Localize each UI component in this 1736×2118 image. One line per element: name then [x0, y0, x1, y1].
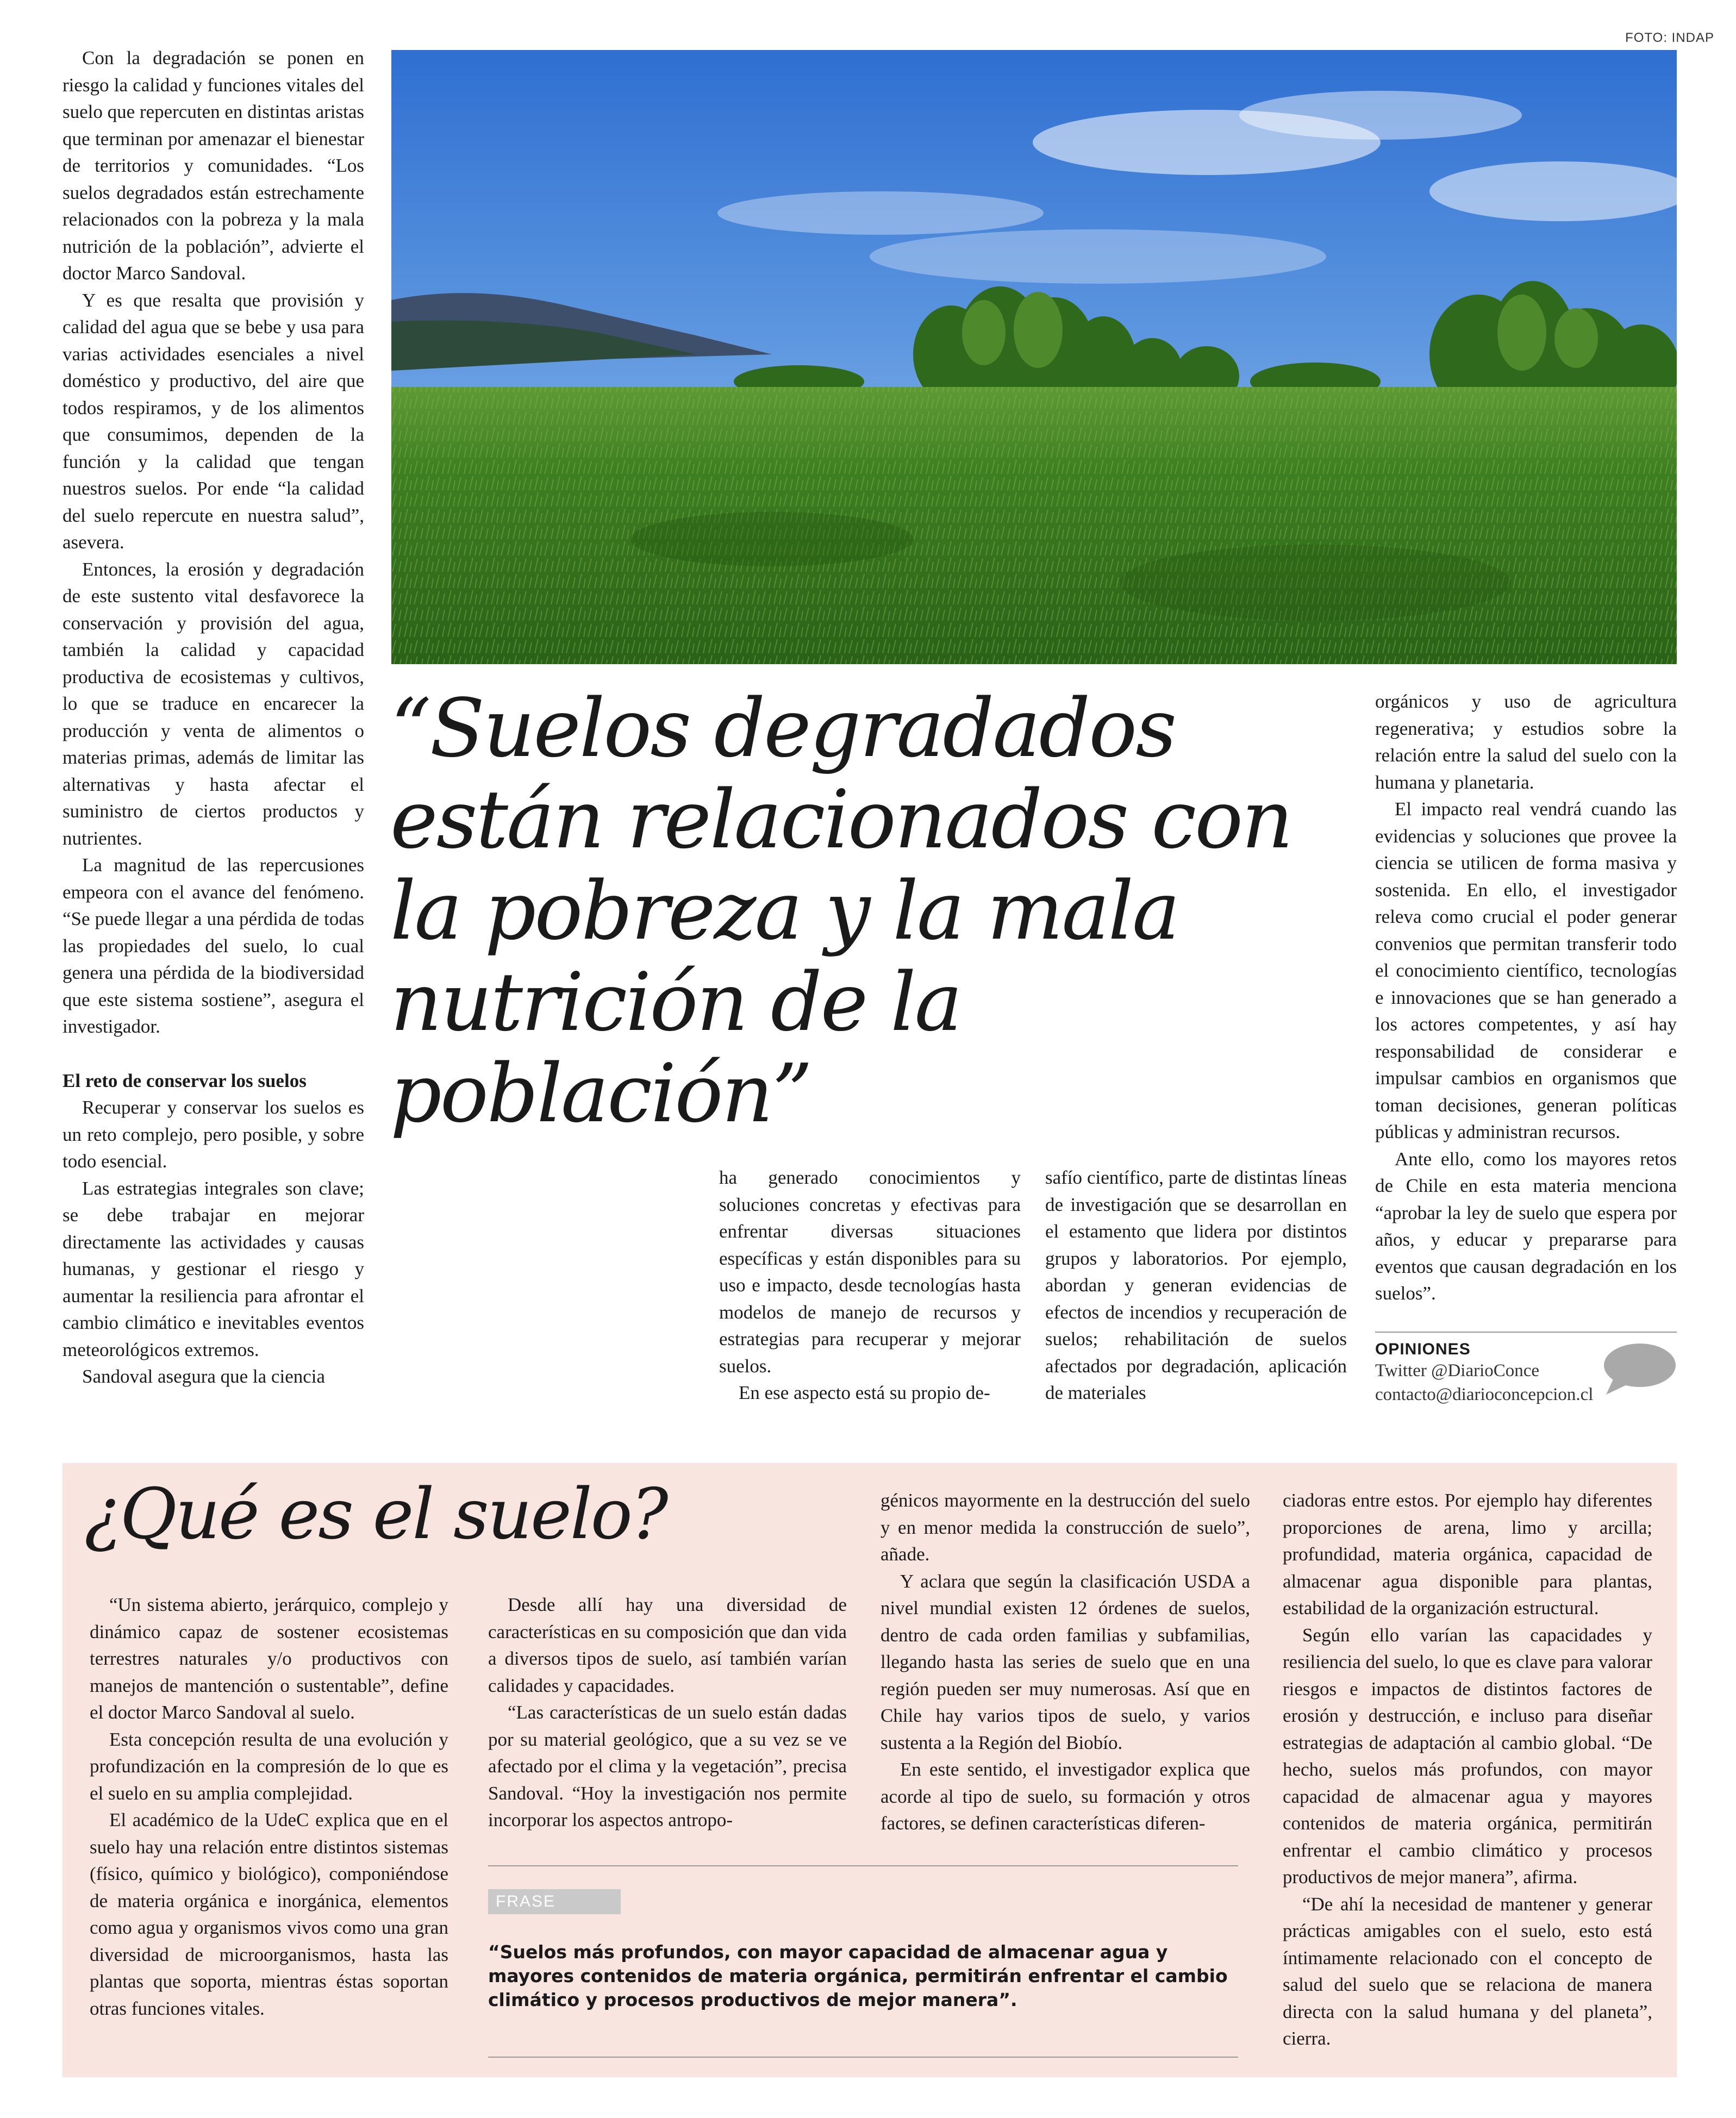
- paragraph: Esta concepción resulta de una evolución y profundización en la compresión de lo que es el suelo en su amplia complejidad.: [90, 1728, 448, 1804]
- paragraph: Según ello varían las capacidades y resiliencia del suelo, lo que es clave para valorar riesgos e impactos de distintos factores de erosión y destrucción, e incluso para diseñar estrategias de adaptación al cambio global. “De hecho, suelos más profundos, con mayor capacidad de almacenar agua y mayores contenidos de materia orgánica, permitirán enfrentar el cambio climático y procesos productivos de mejor manera”, afirma.: [1283, 1624, 1652, 1888]
- paragraph: orgánicos y uso de agricultura regenerativa; y estudios sobre la relación entre la salud del suelo con la humana y planetaria.: [1375, 691, 1677, 793]
- paragraph: Y aclara que según la clasificación USDA a nivel mundial existen 12 órdenes de suelos, dentro de cada orden familias y subfamilias, llegando hasta las series de suelo que en una región pueden ser muy numerosas. Así que en Chile hay varios tipos de suelo, y varios sustenta a la Región del Biobío.: [881, 1570, 1250, 1753]
- paragraph: ciadoras entre estos. Por ejemplo hay diferentes proporciones de arena, limo y arcilla; profundidad, materia orgánica, capacidad de almacenar agua disponible para plantas, estabilidad de la organización estructural.: [1283, 1490, 1652, 1619]
- speech-bubble-icon: [1601, 1342, 1677, 1397]
- frase-text: “Suelos más profundos, con mayor capacidad de almacenar agua y mayores contenidos de materia orgánica, permitirán enfrentar el cambio climático y procesos productivos de mejor manera”.: [488, 1941, 1228, 2010]
- twitter-handle[interactable]: Twitter @DiarioConce: [1375, 1361, 1540, 1380]
- paragraph: Ante ello, como los mayores retos de Chile en esta materia menciona “aprobar la ley de suelo que espera por años, y educar y prepararse para eventos que causan degradación en los suelos”.: [1375, 1148, 1677, 1304]
- paragraph: En este sentido, el investigador explica que acorde al tipo de suelo, su formación y otros factores, se definen características diferen-: [881, 1759, 1250, 1834]
- frase-panel: [488, 1865, 1238, 2058]
- paragraph: Recuperar y conservar los suelos es un reto complejo, pero posible, y sobre todo esencial.: [63, 1097, 364, 1172]
- section-subhead: El reto de conservar los suelos: [63, 1070, 307, 1091]
- photo-credit: FOTO: INDAP: [1625, 30, 1714, 45]
- paragraph: Las estrategias integrales son clave; se debe trabajar en mejorar directamente las actividades y causas humanas, y gestionar el riesgo y aumentar la resiliencia para afrontar el cambio climático e inevitables eventos meteorológicos extremos.: [63, 1177, 364, 1360]
- frase-label: FRASE: [488, 1889, 621, 1914]
- paragraph: génicos mayormente en la destrucción del suelo y en menor medida la construcción de suelo”, añade.: [881, 1490, 1250, 1565]
- paragraph: safío científico, parte de distintas líneas de investigación que se desarrollan en el estamento que lidera por distintos grupos y laboratorios. Por ejemplo, abordan y generan evidencias de efectos de incendios y recuperación de suelos; rehabilitación de suelos afectados por degradación, aplicación de materiales: [1045, 1167, 1347, 1403]
- paragraph: Y es que resalta que provisión y calidad del agua que se bebe y usa para varias actividades esenciales a nivel doméstico y productivo, del aire que todos respiramos, y de los alimentos que consumimos, dependen de la función y la calidad que tengan nuestros suelos. Por ende “la calidad del suelo repercute en nuestra salud”, asevera.: [63, 289, 364, 553]
- paragraph: Con la degradación se ponen en riesgo la calidad y funciones vitales del suelo que repercuten en distintas aristas que terminan por amenazar el bienestar de territorios y comunidades. “Los suelos degradados están estrechamente relacionados con la pobreza y la mala nutrición de la población”, advierte el doctor Marco Sandoval.: [63, 47, 364, 284]
- pull-quote: “Suelos degradados están relacionados con la pobreza y la mala nutrición de la población”: [390, 682, 1292, 1140]
- info-box: [63, 1463, 1677, 2077]
- box-title: ¿Qué es el suelo?: [84, 1474, 667, 1555]
- paragraph: El académico de la UdeC explica que en el suelo hay una relación entre distintos sistemas (físico, químico y biológico), componiéndose de materia orgánica e inorgánica, elementos como agua y organismos vivos como una gran diversidad de microorganismos, hasta las plantas que soporta, mientras éstas soportan otras funciones vitales.: [90, 1809, 448, 2019]
- paragraph: “Un sistema abierto, jerárquico, complejo y dinámico capaz de sostener ecosistemas terrestres naturales y/o productivos con manejos de mantención o sustentable”, define el doctor Marco Sandoval al suelo.: [90, 1594, 448, 1723]
- field-photo: [391, 50, 1677, 664]
- paragraph: Sandoval asegura que la ciencia: [82, 1366, 326, 1387]
- box-column-1: [90, 1591, 448, 2022]
- paragraph: La magnitud de las repercusiones empeora con el avance del fenómeno. “Se puede llegar a una pérdida de todas las propiedades del suelo, lo cual genera una pérdida de la biodiversidad que este sistema sostiene”, asegura el investigador.: [63, 854, 364, 1037]
- opiniones-title: OPINIONES: [1375, 1340, 1471, 1358]
- paragraph: El impacto real vendrá cuando las evidencias y soluciones que provee la ciencia se utilicen de forma masiva y sostenida. En ello, el investigador releva como crucial el poder generar convenios que permitan transferir todo el conocimiento científico, tecnologías e innovaciones que se han generado a los actores competentes, y así hay responsabilidad de considerar e impulsar cambios en organismos que toman decisiones, generan políticas públicas y administran recursos.: [1375, 798, 1677, 1142]
- box-column-3: [881, 1487, 1250, 1837]
- paragraph: En ese aspecto está su propio de-: [739, 1382, 990, 1403]
- contact-email[interactable]: contacto@diarioconcepcion.cl: [1375, 1385, 1594, 1404]
- box-column-2: [488, 1591, 847, 1834]
- landscape-image: [391, 50, 1677, 664]
- box-column-4: [1283, 1487, 1652, 2052]
- paragraph: “De ahí la necesidad de mantener y generar prácticas amigables con el suelo, esto está íntimamente relacionado con el concepto de salud del suelo que se relaciona de manera directa con la salud humana y del planeta”, cierra.: [1283, 1893, 1652, 2049]
- right-column: [1375, 688, 1677, 1307]
- paragraph: Desde allí hay una diversidad de características en su composición que dan vida a diversos tipos de suelo, así también varían calidades y capacidades.: [488, 1594, 847, 1696]
- left-column: [63, 45, 364, 1390]
- paragraph: ha generado conocimientos y soluciones concretas y efectivas para enfrentar diversas situaciones específicas y están disponibles para su uso e impacto, desde tecnologías hasta modelos de manejo de recursos y estrategias para recuperar y mejorar suelos.: [719, 1167, 1021, 1377]
- middle-column-1: [719, 1164, 1021, 1407]
- paragraph: “Las características de un suelo están dadas por su material geológico, que a su vez se ve afectado por el clima y la vegetación”, precisa Sandoval. “Hoy la investigación nos permite incorporar los aspectos antropo-: [488, 1702, 847, 1830]
- middle-column-2: [1045, 1164, 1347, 1407]
- paragraph: Entonces, la erosión y degradación de este sustento vital desfavorece la conservación y provisión del agua, también la calidad y capacidad productiva de ecosistemas y cultivos, lo que se traduce en encarecer la producción y venta de alimentos o materias primas, además de limitar las alternativas y hasta afectar el suministro de ciertos productos y nutrientes.: [63, 558, 364, 849]
